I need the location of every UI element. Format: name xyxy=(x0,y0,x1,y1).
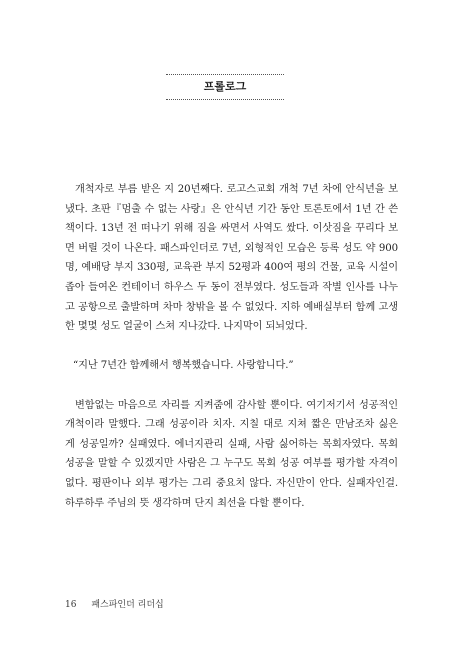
chapter-header xyxy=(0,74,450,100)
quote-paragraph: “지난 7년간 함께해서 행복했습니다. 사랑합니다.” xyxy=(73,360,294,372)
page-footer xyxy=(65,599,164,611)
page-number: 16 xyxy=(65,600,77,610)
paragraph-1: 개척자로 부름 받은 지 20년째다. 로고스교회 개척 7년 차에 안식년을 보냈다. 초판『멈출 수 없는 사랑』은 안식년 기간 동안 토론토에서 1년 간 쓴 책이다. 13년 전 떠나기 위해 짐을 싸면서 사역도 쌌다. 이삿짐을 꾸리다 보면 버릴 것이 나온다. 패스파인더로 7년, 외형적인 모습은 등록 성도 약 900명, 예배당 부지 330평, 교육관 부지 52평과 400여 평의 건물, 교육 시설이 좁아 들여온 컨테이너 하우스 두 동이 전부였다. 성도들과 작별 인사를 나누고 공항으로 출발하며 차마 창밖을 볼 수 없었다. 지하 예배실부터 함께 고생한 몇몇 성도 얼굴이 스쳐 지나갔다. 나지막이 되뇌었다. xyxy=(65,184,398,333)
body-text xyxy=(65,180,398,513)
chapter-title: 프롤로그 xyxy=(203,80,247,93)
paragraph-3: 변함없는 마음으로 자리를 지켜줌에 감사할 뿐이다. 여기저기서 성공적인 개척이라 말했다. 그래 성공이라 치자. 지칠 대로 지쳐 짧은 만남조차 싫은 게 성공일까? 실패였다. 에너지관리 실패, 사람 싫어하는 목회자였다. 목회 성공을 말할 수 있겠지만 사람은 그 누구도 목회 성공 여부를 평가할 자격이 없다. 평판이나 외부 평가는 그리 중요치 않다. 자신만이 안다. 실패자인걸. 하루하루 주님의 뜻 생각하며 단지 최선을 다할 뿐이다. xyxy=(65,399,398,509)
bottom-dotted-rule xyxy=(166,99,284,100)
running-title: 패스파인더 리더십 xyxy=(91,600,164,610)
